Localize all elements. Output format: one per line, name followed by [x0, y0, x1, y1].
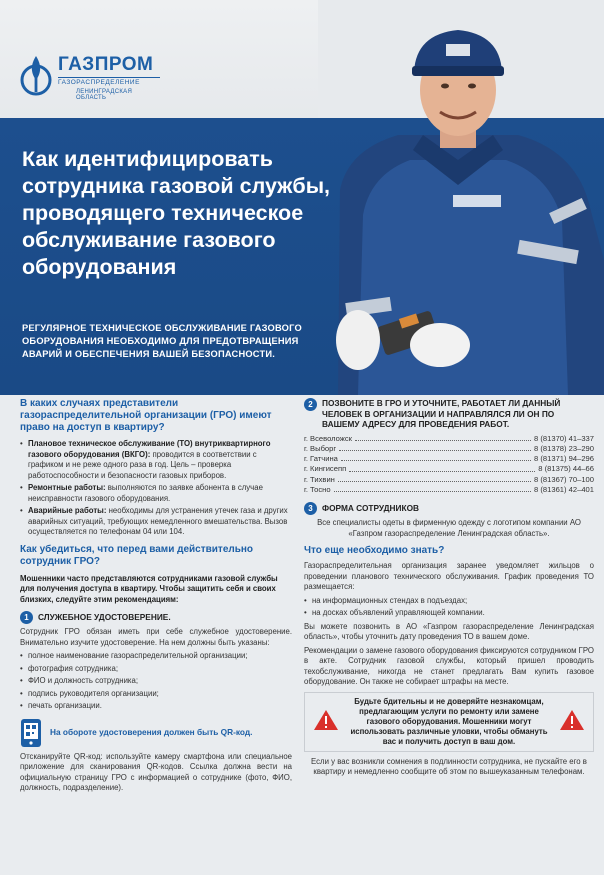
qr-text: Отсканируйте QR-код: используйте камеру смартфона или специальное приложение для сканирования QR-кодов. Ссылка должна вести на официальную страницу ГРО с информацией о сотруднике (фото, ФИО, должность, подразделение).	[20, 751, 292, 792]
id-fields-list	[20, 651, 292, 712]
warning-box	[304, 692, 594, 752]
step1-number: 1	[20, 611, 33, 624]
logo-region: ЛЕНИНГРАДСКАЯ ОБЛАСТЬ	[76, 89, 133, 101]
contact-row: г. Кингисепп 8 (81375) 44–66	[304, 464, 594, 474]
gazprom-flame-icon	[20, 50, 56, 98]
step3-title: ФОРМА СОТРУДНИКОВ	[322, 503, 420, 514]
page-title: Как идентифицировать сотрудника газовой службы, проводящего техническое обслуживание газового оборудования	[22, 147, 331, 279]
step3-number: 3	[304, 502, 317, 515]
know-text-2: Вы можете позвонить в АО «Газпром газораспределение Ленинградская область», чтобы уточнить дату проведения ТО в вашем доме.	[304, 621, 594, 642]
step3-text: Все специалисты одеты в фирменную одежду с логотипом компании АО «Газпром газораспределение Ленинградская область».	[317, 518, 581, 538]
warning-icon	[313, 709, 339, 731]
lead-text: РЕГУЛЯРНОЕ ТЕХНИЧЕСКОЕ ОБСЛУЖИВАНИЕ ГАЗОВОГО ОБОРУДОВАНИЯ НЕОБХОДИМО ДЛЯ ПРЕДОТВРАЩЕНИЯ АВАРИЙ И ОБЕСПЕЧЕНИЯ ВАШЕЙ БЕЗОПАСНОСТИ.	[22, 323, 302, 359]
gazprom-logo	[20, 50, 160, 110]
logo-brand: ГАЗПРОМ	[58, 54, 154, 75]
know-text-1: Газораспределительная организация заранее уведомляет жильцов о проведении планового технического обслуживания. График проведения ТО размещается:	[304, 561, 594, 592]
contact-row: г. Гатчина 8 (81371) 94–296	[304, 454, 594, 464]
step2-header	[304, 398, 594, 430]
worker-photo	[318, 0, 604, 395]
access-heading: В каких случаях представители газораспределительной организации (ГРО) имеют право на доступ в квартиру?	[20, 398, 272, 433]
right-column	[304, 398, 594, 781]
step1-title: СЛУЖЕБНОЕ УДОСТОВЕРЕНИЕ.	[38, 612, 171, 622]
step2-title: ПОЗВОНИТЕ В ГРО И УТОЧНИТЕ, РАБОТАЕТ ЛИ ДАННЫЙ ЧЕЛОВЕК В ОРГАНИЗАЦИИ И НАПРАВЛЯЛСЯ ЛИ ОН ПО ВАШЕМУ АДРЕСУ ДЛЯ ПРОВЕДЕНИЯ РАБОТ.	[322, 398, 561, 429]
know-text-3: Рекомендации о замене газового оборудования фиксируются сотрудником ГРО в акте. Сотрудник газовой службы, который пришел проводить техобслуживание, никогда не станет предлагать Вам купить газовое оборудование. Он также не собирает штрафы на месте.	[304, 645, 594, 687]
qr-title: На обороте удостоверения должен быть QR-код.	[50, 727, 253, 738]
schedule-item: • на досках объявлений управляющей компании.	[304, 608, 594, 619]
contact-row: г. Тосно 8 (81361) 42–401	[304, 484, 594, 494]
closing-text: Если у вас возникли сомнения в подлинности сотрудника, не пускайте его в квартиру и немедленно сообщите об этом по вышеуказанным телефонам.	[311, 756, 587, 777]
know-heading: Что еще необходимо знать?	[304, 545, 445, 557]
step3-header	[304, 502, 594, 515]
logo-subtitle: ГАЗОРАСПРЕДЕЛЕНИЕ	[58, 77, 160, 86]
warning-text: Будьте бдительны и не доверяйте незнакомцам, предлагающим услуги по ремонту или замене газового оборудования. Мошенники могут использовать различные уловки, чтобы обмануть вас и получить доступ в ваш дом.	[350, 696, 548, 746]
schedule-list	[304, 596, 594, 619]
schedule-item: • на информационных стендах в подъездах;	[304, 596, 594, 607]
id-field-item: • печать организации.	[20, 701, 292, 712]
contact-row: г. Тихвин 8 (81367) 70–100	[304, 474, 594, 484]
id-field-item: • подпись руководителя организации;	[20, 689, 292, 700]
smartphone-qr-icon	[20, 718, 42, 748]
step1-header	[20, 611, 292, 624]
id-field-item: • полное наименование газораспределительной организации;	[20, 651, 292, 662]
qr-callout	[20, 718, 292, 748]
step2-number: 2	[304, 398, 317, 411]
contact-row: г. Выборг 8 (81378) 23–290	[304, 443, 594, 453]
warning-icon	[559, 709, 585, 731]
id-field-item: • фотография сотрудника;	[20, 664, 292, 675]
access-item: • Плановое техническое обслуживание (ТО) внутриквартирного газового оборудования (ВКГО): проводится в соответствии с графиком и не реже одного раза в год. Цель – проверка работоспособности и безопасности газовых приборов.	[20, 439, 292, 481]
contacts-list	[304, 434, 594, 496]
step1-text: Сотрудник ГРО обязан иметь при себе служебное удостоверение. Внимательно изучите удостоверение. На нем должны быть указаны:	[20, 627, 292, 647]
verify-intro: Мошенники часто представляются сотрудниками газовой службы для получения доступа в квартиру. Чтобы защитить себя и своих близких, следуйте этим рекомендациям:	[20, 573, 278, 604]
access-item: • Ремонтные работы: выполняются по заявке абонента в случае неисправности газового оборудования.	[20, 483, 292, 504]
id-field-item: • ФИО и должность сотрудника;	[20, 676, 292, 687]
access-list	[20, 439, 292, 538]
contact-row: г. Всеволожск 8 (81370) 41–337	[304, 433, 594, 443]
left-column	[20, 398, 292, 797]
header-banner	[0, 0, 604, 395]
access-item: • Аварийные работы: необходимы для устранения утечек газа и других аварийных ситуаций, требующих немедленного вмешательства. Вызов осуществляется по телефонам 04 или 104.	[20, 506, 292, 538]
verify-heading: Как убедиться, что перед вами действительно сотрудник ГРО?	[20, 543, 254, 567]
